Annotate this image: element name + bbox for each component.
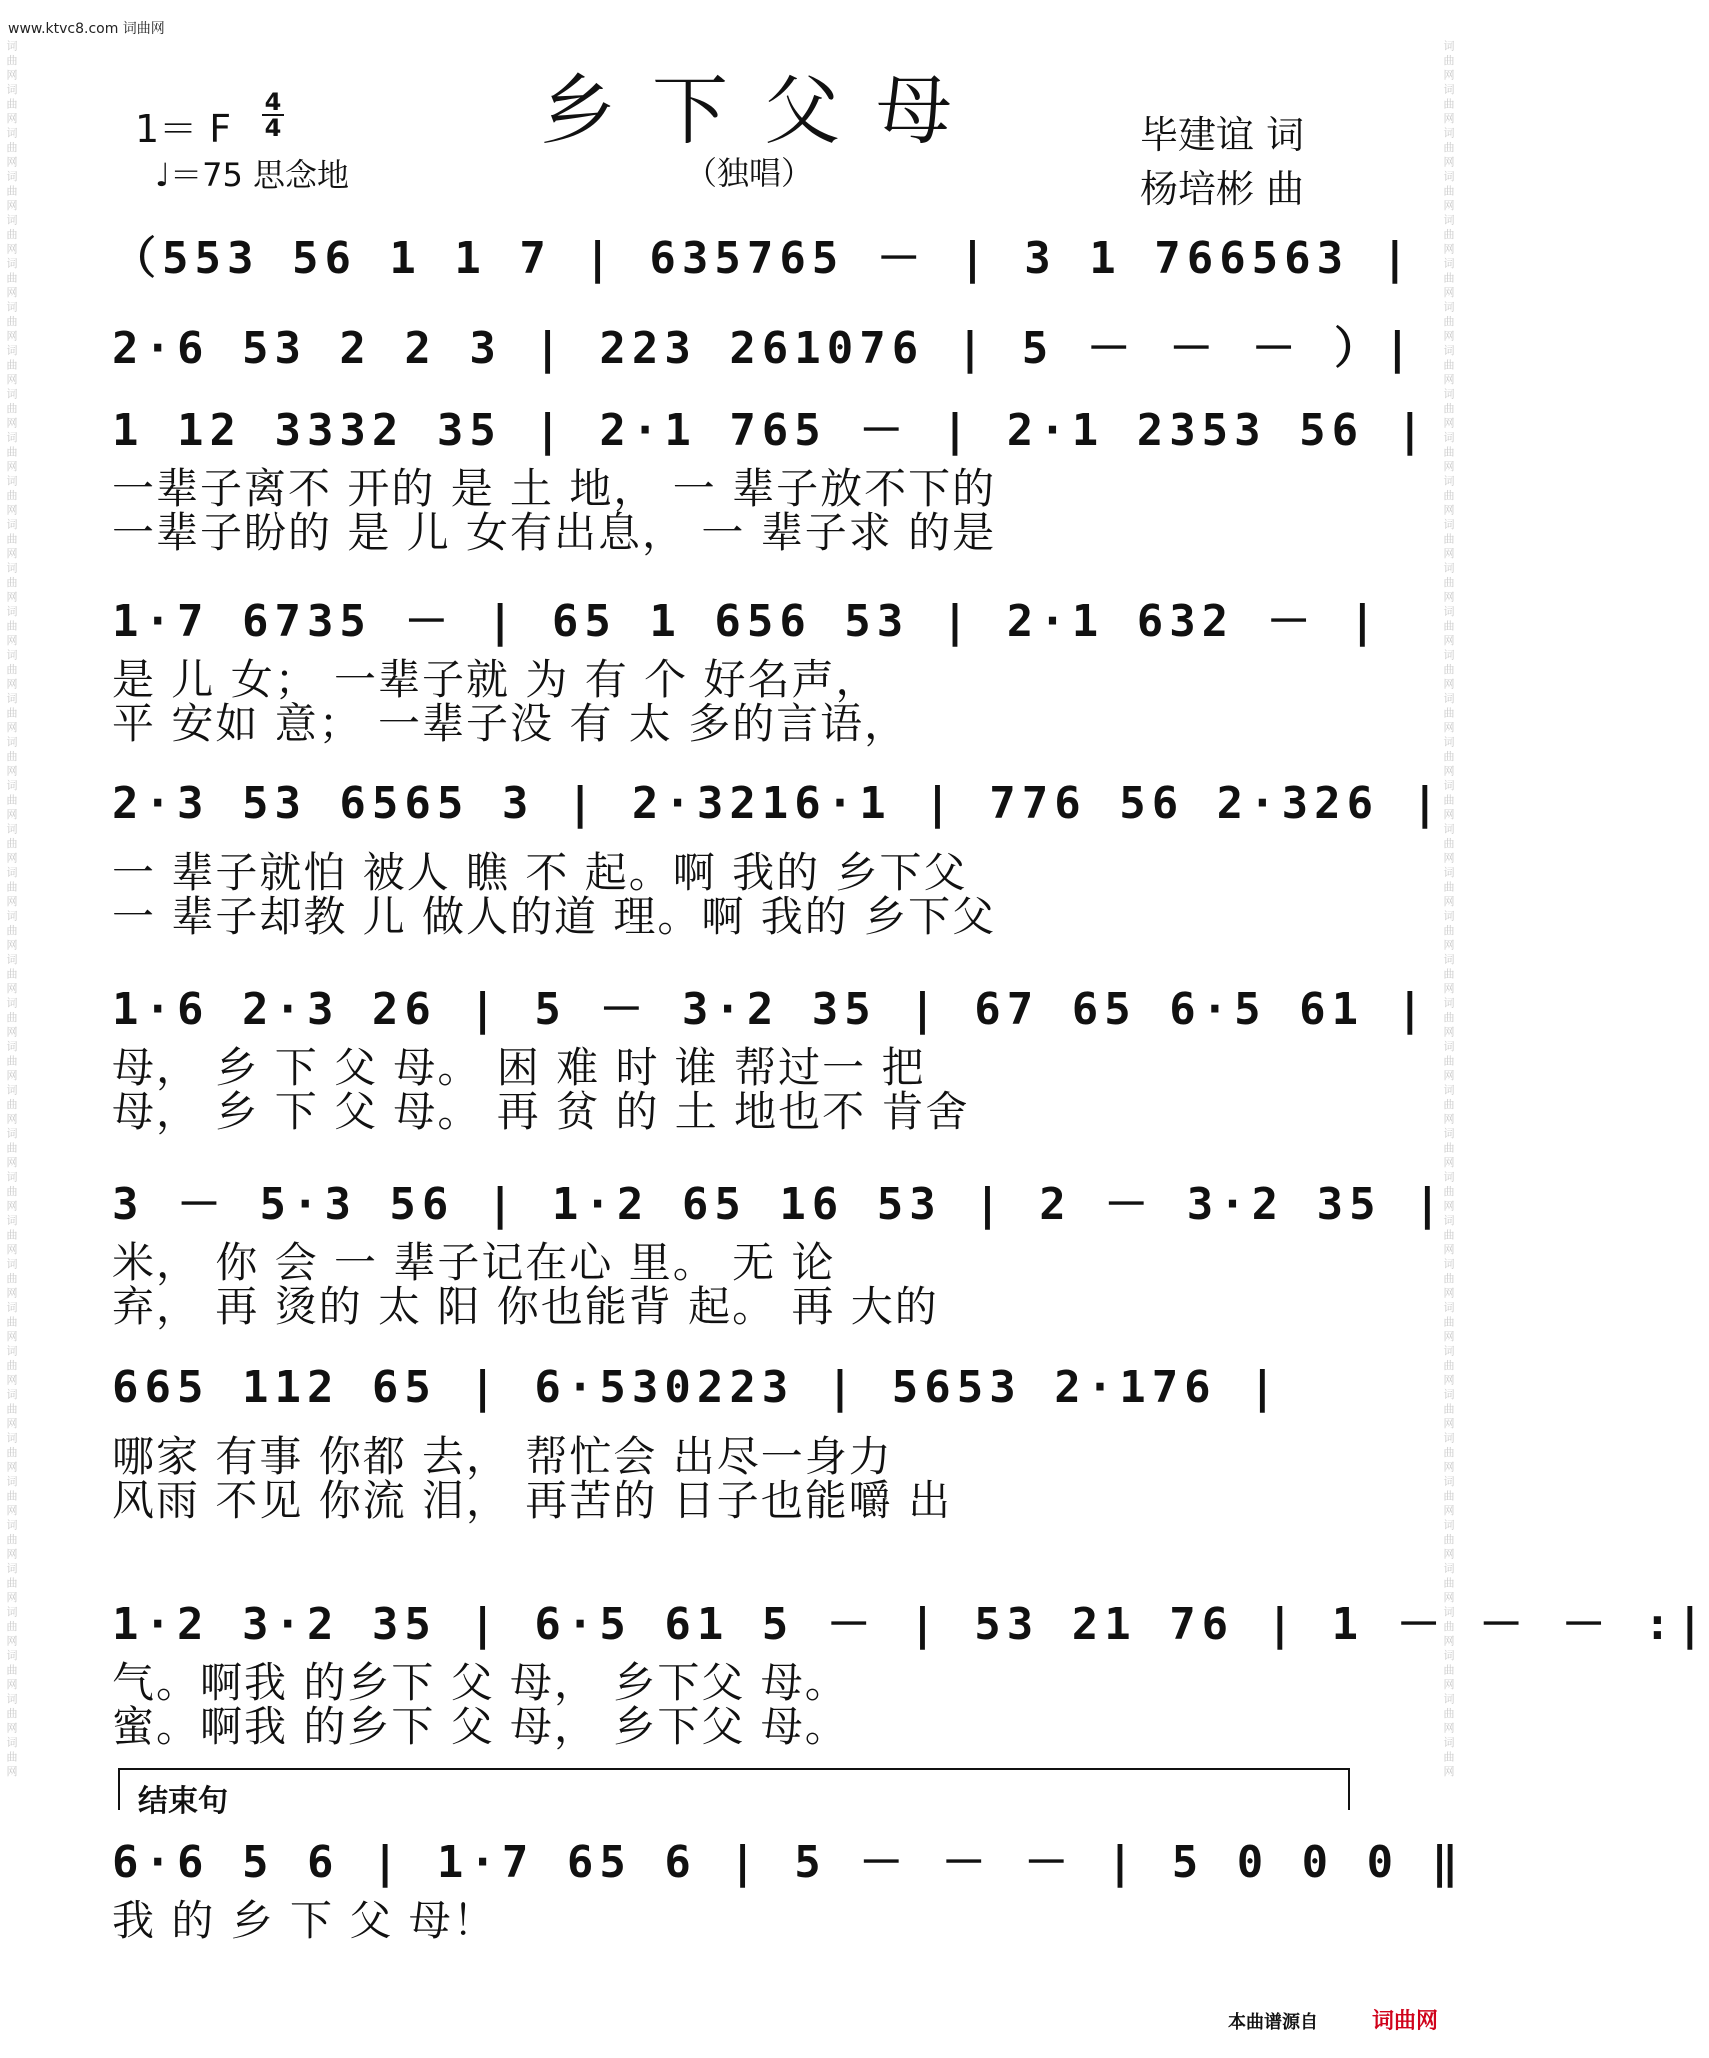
key-signature: 1＝ F: [135, 107, 232, 151]
lyrics-verse-2: 平 安如 意； 一辈子没 有 太 多的言语，: [112, 699, 909, 748]
notation-row: 1 12 3332 35 | 2·1 765 － | 2·1 2353 56 |: [112, 405, 1430, 456]
credits: [1140, 108, 1304, 216]
song-subtitle: （独唱）: [685, 154, 814, 192]
ending-lyrics: 我 的 乡 下 父 母！: [112, 1896, 497, 1945]
lyrics-verse-2: 母， 乡 下 父 母。 再 贫 的 土 地也不 肯舍: [112, 1087, 970, 1136]
notation-row: 665 112 65 | 6·530223 | 5653 2·176 |: [112, 1362, 1282, 1413]
lyrics-verse-2: 一 辈子却教 儿 做人的道 理。啊 我的 乡下父: [112, 892, 997, 941]
notation-row: 1·7 6735 － | 65 1 656 53 | 2·1 632 － |: [112, 596, 1382, 647]
watermark-right: [1441, 40, 1455, 2020]
lyrics-verse-1: 气。啊我 的乡下 父 母， 乡下父 母。: [112, 1658, 849, 1707]
watermark-text: 词 曲 网 词 曲 网 词 曲 网 词 曲 网 词 曲 网 词 曲 网 词 曲 网 词 曲 网 词 曲 网 词 曲 网 词 曲 网 词 曲 网 词 曲 网 词 曲 网 词 曲 网 词 曲 网 词 曲 网 词 曲 网 词 曲 网 词 曲 网 词 曲 网 词 曲 网 词 曲 网 词 曲 网 词 曲 网 词 曲 网 词 曲 网 词 曲 网 词 曲 网 词 曲 网 词 曲 网 词 曲 网 词 曲 网 词 曲 网 词 曲 网 词 曲 网 词 曲 网 词 曲 网 词 曲 网 词 曲 网: [5, 40, 18, 1777]
composer: 杨培彬 曲: [1140, 167, 1305, 211]
lyrics-verse-1: 是 儿 女； 一辈子就 为 有 个 好名声，: [112, 655, 880, 704]
watermark-text: 词 曲 网 词 曲 网 词 曲 网 词 曲 网 词 曲 网 词 曲 网 词 曲 网 词 曲 网 词 曲 网 词 曲 网 词 曲 网 词 曲 网 词 曲 网 词 曲 网 词 曲 网 词 曲 网 词 曲 网 词 曲 网 词 曲 网 词 曲 网 词 曲 网 词 曲 网 词 曲 网 词 曲 网 词 曲 网 词 曲 网 词 曲 网 词 曲 网 词 曲 网 词 曲 网 词 曲 网 词 曲 网 词 曲 网 词 曲 网 词 曲 网 词 曲 网 词 曲 网 词 曲 网 词 曲 网 词 曲 网: [1442, 40, 1455, 1777]
watermark-left: [4, 40, 18, 2020]
notation-row: 2·3 53 6565 3 | 2·3216·1 | 776 56 2·326 |: [112, 778, 1445, 829]
ending-label: 结束句: [138, 1784, 228, 1819]
song-title: 乡下父母: [540, 66, 988, 155]
lyrics-verse-2: 风雨 不见 你流 泪， 再苦的 日子也能嚼 出: [112, 1476, 953, 1525]
notation-row: 3 － 5·3 56 | 1·2 65 16 53 | 2 － 3·2 35 |: [112, 1179, 1447, 1230]
ending-notes: 6·6 5 6 | 1·7 65 6 | 5 － － － | 5 0 0 0 ‖: [112, 1837, 1465, 1888]
lyricist: 毕建谊 词: [1140, 113, 1305, 157]
lyrics-verse-1: 哪家 有事 你都 去， 帮忙会 出尽一身力: [112, 1432, 893, 1481]
notation-row: 1·6 2·3 26 | 5 － 3·2 35 | 67 65 6·5 61 |: [112, 984, 1430, 1035]
notation-row: （553 56 1 1 7 | 635765 － | 3 1 766563 |: [112, 233, 1415, 284]
site-url: www.ktvc8.com 词曲网: [8, 21, 165, 37]
lyrics-verse-2: 蜜。啊我 的乡下 父 母， 乡下父 母。: [112, 1702, 849, 1751]
lyrics-verse-1: 一 辈子就怕 被人 瞧 不 起。啊 我的 乡下父: [112, 848, 968, 897]
ending-bracket: [118, 1768, 1350, 1810]
lyrics-verse-2: 一辈子盼的 是 儿 女有出息， 一 辈子求 的是: [112, 508, 997, 557]
time-signature: [262, 90, 284, 140]
notation-row: 1·2 3·2 35 | 6·5 61 5 － | 53 21 76 | 1 － － － :|: [112, 1599, 1709, 1650]
lyrics-verse-1: 米， 你 会 一 辈子记在心 里。 无 论: [112, 1238, 836, 1287]
lyrics-verse-1: 一辈子离不 开的 是 土 地， 一 辈子放不下的: [112, 464, 997, 513]
footer-logo: 词曲网: [1372, 2009, 1439, 2034]
footer-source: 本曲谱源自: [1228, 2012, 1318, 2033]
notation-row: 2·6 53 2 2 3 | 223 261076 | 5 － － － ）|: [112, 323, 1417, 374]
time-signature-top: 4: [264, 88, 282, 116]
lyrics-verse-2: 弃， 再 烫的 太 阳 你也能背 起。 再 大的: [112, 1282, 939, 1331]
lyrics-verse-1: 母， 乡 下 父 母。 困 难 时 谁 帮过一 把: [112, 1043, 926, 1092]
tempo-marking: ♩＝75 思念地: [155, 156, 349, 194]
time-signature-bottom: 4: [264, 114, 282, 142]
